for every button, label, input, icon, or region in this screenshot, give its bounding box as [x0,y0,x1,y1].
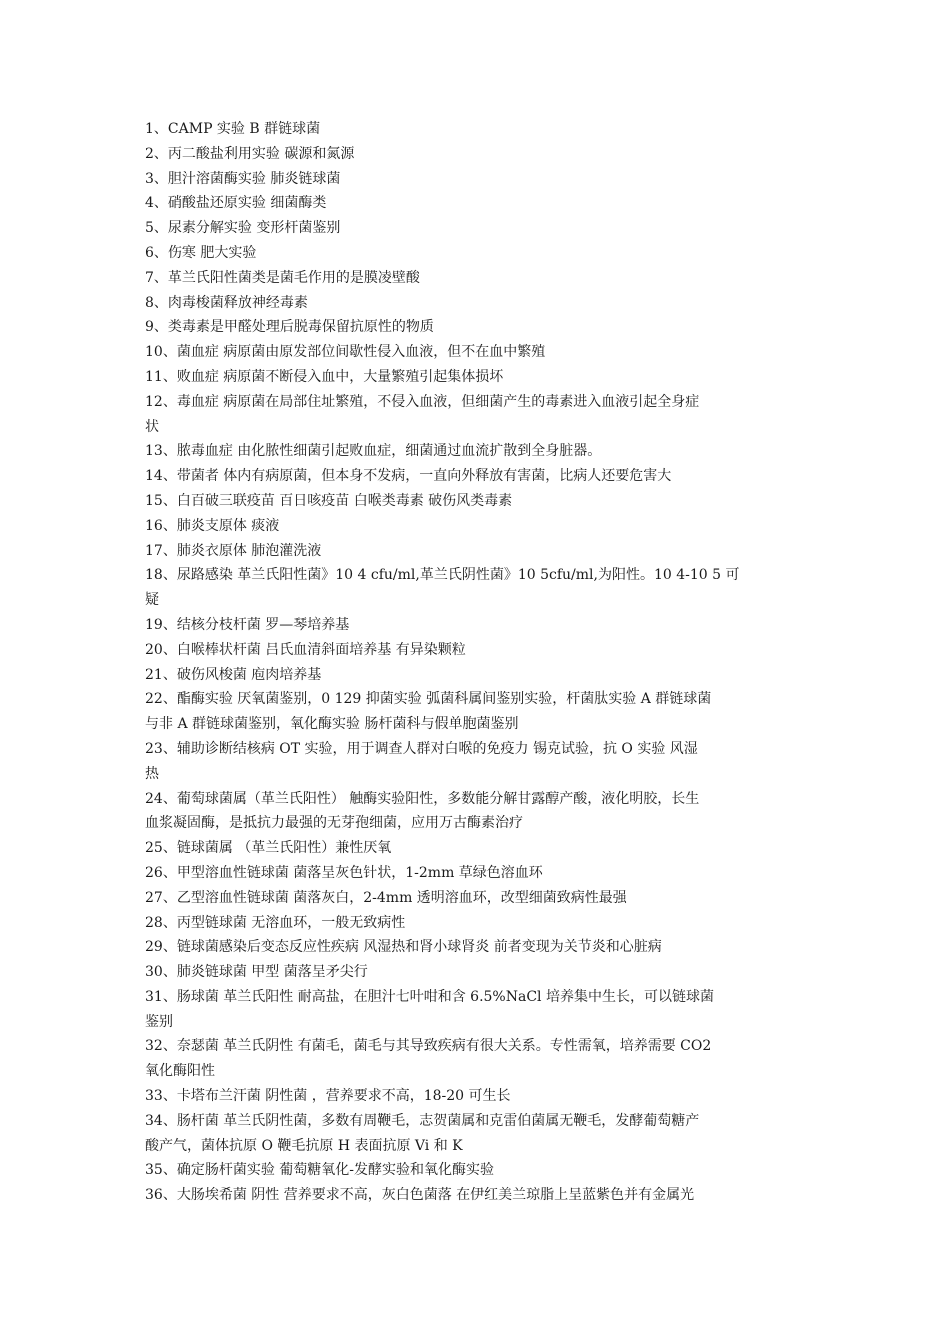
text-line: 热 [145,765,159,782]
text-line: 氧化酶阳性 [145,1063,215,1080]
text-line: 20、白喉棒状杆菌 吕氏血清斜面培养基 有异染颗粒 [145,641,466,658]
text-line: 13、脓毒血症 由化脓性细菌引起败血症，细菌通过血流扩散到全身脏器。 [145,443,602,460]
text-line: 22、酯酶实验 厌氧菌鉴别，0 129 抑菌实验 弧菌科属间鉴别实验，杆菌肽实验 A 群链球菌 [145,691,712,708]
text-line: 14、带菌者 体内有病原菌，但本身不发病，一直向外释放有害菌，比病人还要危害大 [145,468,672,485]
text-line: 12、毒血症 病原菌在局部住址繁殖，不侵入血液，但细菌产生的毒素进入血液引起全身症 [145,393,700,410]
text-line: 3、胆汁溶菌酶实验 肺炎链球菌 [145,170,341,187]
text-line: 25、链球菌属 （革兰氏阳性）兼性厌氧 [145,840,392,857]
text-line: 19、结核分枝杆菌 罗—琴培养基 [145,616,350,633]
text-line: 状 [145,418,159,435]
text-line: 4、硝酸盐还原实验 细菌酶类 [145,195,327,212]
document-body [145,117,813,1208]
text-line: 6、伤寒 肥大实验 [145,244,257,261]
text-line: 与非 A 群链球菌鉴别，氧化酶实验 肠杆菌科与假单胞菌鉴别 [145,716,519,733]
text-line: 17、肺炎衣原体 肺泡灌洗液 [145,542,322,559]
text-line: 18、尿路感染 革兰氏阳性菌》10 4 cfu/ml,革兰氏阴性菌》10 5cfu/ml,为阳性。10 4-10 5 可 [145,567,740,584]
text-line: 鉴别 [145,1013,173,1030]
text-line: 26、甲型溶血性链球菌 菌落呈灰色针状，1-2mm 草绿色溶血环 [145,864,543,881]
text-line: 15、白百破三联疫苗 百日咳疫苗 白喉类毒素 破伤风类毒素 [145,492,513,509]
text-line: 36、大肠埃希菌 阴性 营养要求不高，灰白色菌落 在伊红美兰琼脂上呈蓝紫色并有金属光 [145,1187,695,1204]
text-line: 24、葡萄球菌属（革兰氏阳性） 触酶实验阳性，多数能分解甘露醇产酸，液化明胶，长生 [145,790,700,807]
text-line: 23、辅助诊断结核病 OT 实验，用于调查人群对白喉的免疫力 锡克试验，抗 O 实验 风湿 [145,740,698,757]
text-line: 8、肉毒梭菌释放神经毒素 [145,294,308,311]
text-line: 30、肺炎链球菌 甲型 菌落呈矛尖行 [145,964,368,981]
text-line: 7、革兰氏阳性菌类是菌毛作用的是膜凌壁酸 [145,269,420,286]
text-line: 31、肠球菌 革兰氏阳性 耐高盐，在胆汁七叶咁和含 6.5%NaCl 培养集中生长，可以链球菌 [145,988,714,1005]
text-line: 21、破伤风梭菌 庖肉培养基 [145,666,322,683]
text-line: 1、CAMP 实验 B 群链球菌 [145,121,321,137]
text-line: 16、肺炎支原体 痰液 [145,517,280,534]
text-line: 33、卡塔布兰汗菌 阴性菌 ，营养要求不高，18-20 可生长 [145,1088,511,1105]
text-line: 27、乙型溶血性链球菌 菌落灰白，2-4mm 透明溶血环，改型细菌致病性最强 [145,889,627,906]
text-line: 29、链球菌感染后变态反应性疾病 风湿热和肾小球肾炎 前者变现为关节炎和心脏病 [145,939,662,956]
text-line: 34、肠杆菌 革兰氏阴性菌，多数有周鞭毛，志贺菌属和克雷伯菌属无鞭毛，发酵葡萄糖产 [145,1112,700,1129]
text-line: 10、菌血症 病原菌由原发部位间歇性侵入血液，但不在血中繁殖 [145,344,546,361]
text-line: 疑 [145,592,159,609]
text-line: 血浆凝固酶，是抵抗力最强的无芽孢细菌，应用万古酶素治疗 [145,815,523,832]
text-line: 11、败血症 病原菌不断侵入血中，大量繁殖引起集体损坏 [145,368,504,385]
text-line: 2、丙二酸盐利用实验 碳源和氮源 [145,145,355,162]
text-line: 5、尿素分解实验 变形杆菌鉴别 [145,220,341,237]
text-line: 9、类毒素是甲醛处理后脱毒保留抗原性的物质 [145,319,434,336]
text-line: 35、确定肠杆菌实验 葡萄糖氧化-发酵实验和氧化酶实验 [145,1162,494,1179]
text-line: 酸产气，菌体抗原 O 鞭毛抗原 H 表面抗原 Vi 和 K [145,1137,463,1154]
text-line: 32、奈瑟菌 革兰氏阴性 有菌毛，菌毛与其导致疾病有很大关系。专性需氧，培养需要 CO2 [145,1038,712,1055]
text-line: 28、丙型链球菌 无溶血环，一般无致病性 [145,914,406,931]
